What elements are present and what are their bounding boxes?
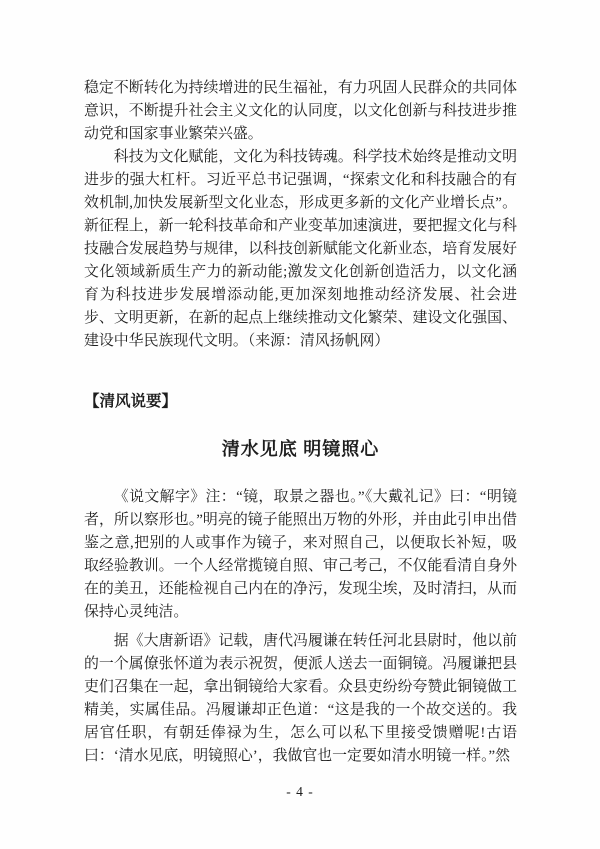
article-title: 清水见底 明镜照心 (221, 439, 380, 459)
paragraph-continuation: 稳定不断转化为持续增进的民生福祉，有力巩固人民群众的共同体意识，不断提升社会主义文化的认同度，以文化创新与科技进步推动党和国家事业繁荣兴盛。 (84, 80, 517, 142)
paragraph-feng-luqian-story: 据《大唐新语》记载，唐代冯履谦在转任河北县尉时，他以前的一个属僚张怀道为表示祝贺，便派人送去一面铜镜。冯履谦把县吏们召集在一起，拿出铜镜给大家看。众县吏纷纷夸赞此铜镜做工精美，实属佳品。冯履谦却正色道：“这是我的一个故交送的。我居官任职，有朝廷俸禄为生，怎么可以私下里接受馈赠呢!古语曰：‘清水见底，明镜照心’，我做官也一定要如清水明镜一样。”然 (84, 633, 517, 764)
page-number: - 4 - (286, 784, 314, 799)
paragraph-mirror-meaning: 《说文解字》注：“镜，取景之器也。”《大戴礼记》曰：“明镜者，所以察形也。”明亮的镜子能照出万物的外形，并由此引申出借鉴之意,把别的人或事作为镜子，来对照自己，以便取长补短，吸取经验教训。一个人经常揽镜自照、审己考己，不仅能看清自身外在的美丑，还能检视自己内在的净污，发现尘埃，及时清扫，从而保持心灵纯洁。 (84, 489, 517, 620)
section-heading: 【清风说要】 (84, 393, 178, 410)
paragraph-science-culture: 科技为文化赋能，文化为科技铸魂。科学技术始终是推动文明进步的强大杠杆。习近平总书记强调，“探索文化和科技融合的有效机制,加快发展新型文化业态，形成更多新的文化产业增长点”。新征程上，新一轮科技革命和产业变革加速演进，要把握文化与科技融合发展趋势与规律，以科技创新赋能文化新业态，培育发展好文化领域新质生产力的新动能;激发文化创新创造活力，以文化涵育为科技进步发展增添动能,更加深刻地推动经济发展、社会进步、文明更新，在新的起点上继续推动文化繁荣、建设文化强国、建设中华民族现代文明。（来源：清风扬帆网） (84, 149, 517, 349)
document-content (84, 77, 517, 768)
